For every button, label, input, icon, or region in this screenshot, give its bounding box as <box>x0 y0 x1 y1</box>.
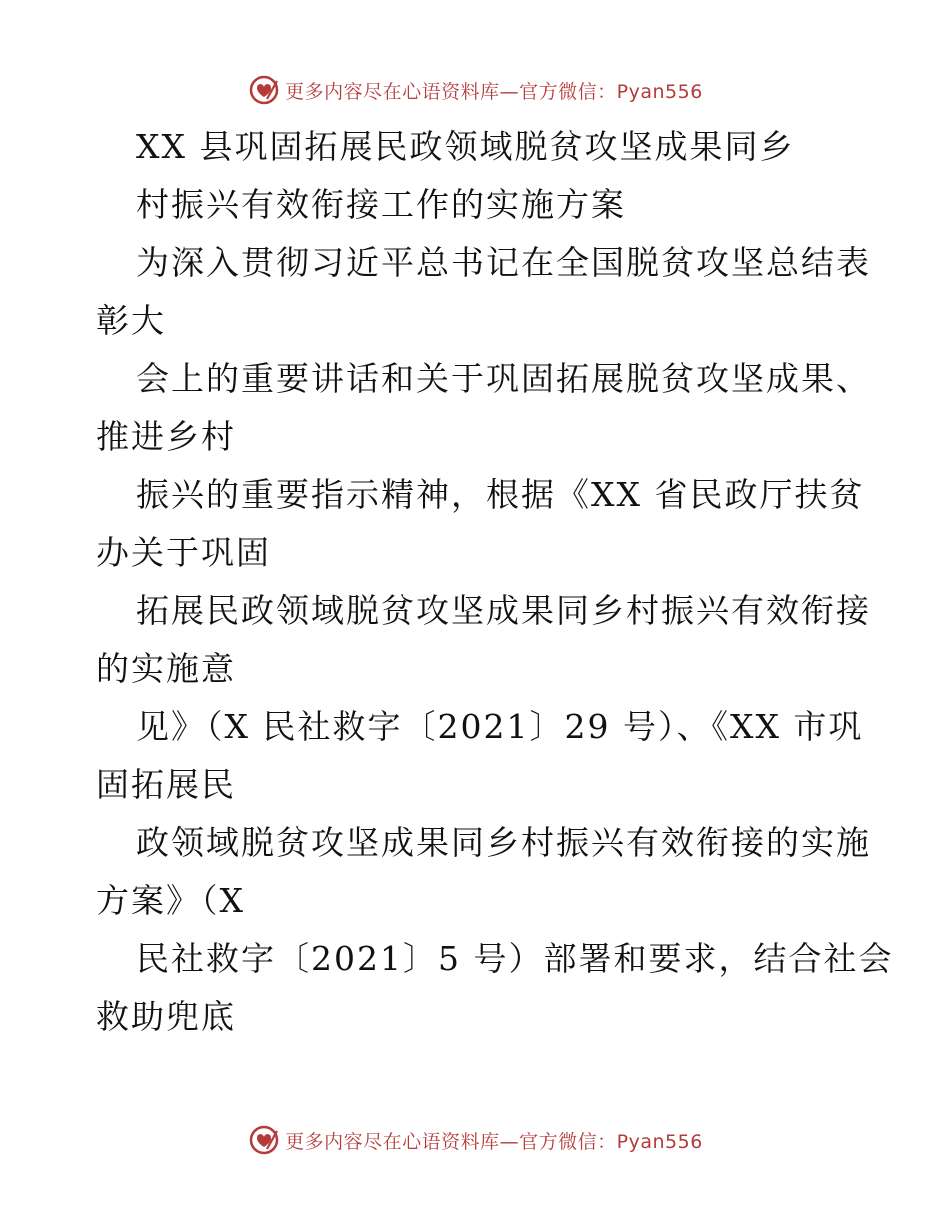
text-line: 救助兜底 <box>96 997 236 1036</box>
text-line: 固拓展民 <box>96 765 236 804</box>
text-line: XX 县巩固拓展民政领域脱贫攻坚成果同乡 <box>136 127 795 166</box>
footer-watermark <box>0 1120 950 1160</box>
text-line: 方案》（X <box>96 881 245 920</box>
header-watermark <box>0 70 950 110</box>
text-line: 为深入贯彻习近平总书记在全国脱贫攻坚总结表 <box>136 243 871 282</box>
text-line: 推进乡村 <box>96 417 236 456</box>
text-line: 彰大 <box>96 301 166 340</box>
text-line: 办关于巩固 <box>96 533 271 572</box>
text-line: 的实施意 <box>96 649 236 688</box>
text-line: 振兴的重要指示精神，根据《XX 省民政厅扶贫 <box>136 475 865 514</box>
text-line: 村振兴有效衔接工作的实施方案 <box>136 185 626 224</box>
text-line: 政领域脱贫攻坚成果同乡村振兴有效衔接的实施 <box>136 823 871 862</box>
watermark-text: 更多内容尽在心语资料库—官方微信：Pyan556 <box>285 80 703 103</box>
document-body <box>96 118 894 1046</box>
text-line: 会上的重要讲话和关于巩固拓展脱贫攻坚成果、 <box>136 359 871 398</box>
text-line: 民社救字〔2021〕5 号）部署和要求，结合社会 <box>136 939 894 978</box>
text-line: 拓展民政领域脱贫攻坚成果同乡村振兴有效衔接 <box>136 591 871 630</box>
heart-pen-logo-icon <box>247 1123 281 1157</box>
watermark-text: 更多内容尽在心语资料库—官方微信：Pyan556 <box>285 1130 703 1153</box>
text-line: 见》（X 民社救字〔2021〕29 号）、《XX 市巩 <box>136 707 864 746</box>
heart-pen-logo-icon <box>247 73 281 107</box>
